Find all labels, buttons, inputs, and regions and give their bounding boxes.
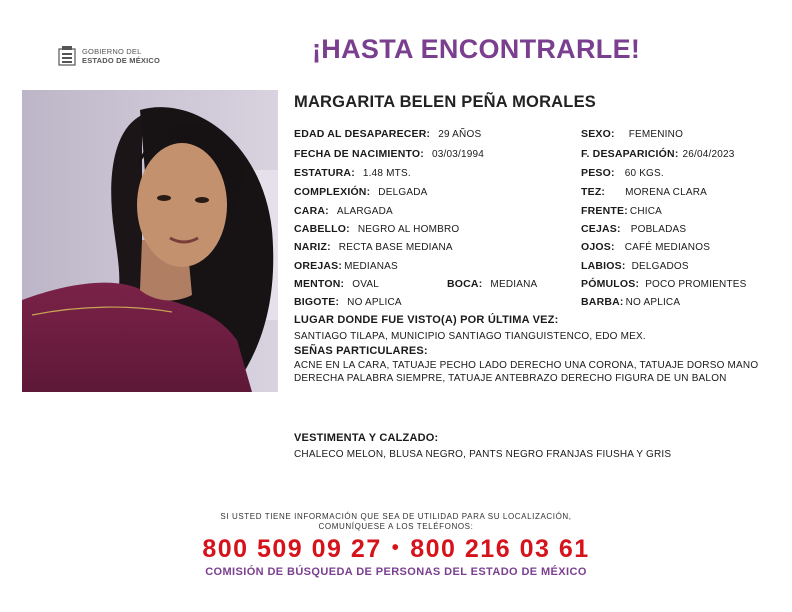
field-orejas: OREJAS: MEDIANAS <box>294 260 398 272</box>
clothing-title: VESTIMENTA Y CALZADO: <box>294 432 439 444</box>
field-estatura: ESTATURA: 1.48 MTS. <box>294 167 411 179</box>
phone-2[interactable]: 800 216 03 61 <box>410 535 590 563</box>
last-seen-text: SANTIAGO TILAPA, MUNICIPIO SANTIAGO TIANGUISTENCO, EDO MEX. <box>294 331 646 342</box>
field-bigote: BIGOTE: NO APLICA <box>294 296 402 308</box>
last-seen-title: LUGAR DONDE FUE VISTO(A) POR ÚLTIMA VEZ: <box>294 314 559 326</box>
logo-line-1: GOBIERNO DEL <box>82 47 142 56</box>
field-desaparicion: F. DESAPARICIÓN: 26/04/2023 <box>581 148 735 160</box>
phone-1[interactable]: 800 509 09 27 <box>202 535 382 563</box>
missing-person-photo <box>22 90 278 392</box>
field-edad: EDAD AL DESAPARECER: 29 AÑOS <box>294 128 482 140</box>
phone-numbers <box>0 535 792 564</box>
field-tez: TEZ: MORENA CLARA <box>581 186 708 198</box>
footer-note-1: SI USTED TIENE INFORMACIÓN QUE SEA DE UTILIDAD PARA SU LOCALIZACIÓN, <box>220 512 572 521</box>
logo-line-2: ESTADO DE MÉXICO <box>82 56 161 65</box>
field-menton: MENTON: OVAL <box>294 278 379 290</box>
field-labios: LABIOS: DELGADOS <box>581 260 689 272</box>
headline: ¡HASTA ENCONTRARLE! <box>312 34 641 64</box>
field-peso: PESO: 60 KGS. <box>581 167 664 179</box>
marks-title: SEÑAS PARTICULARES: <box>294 345 428 357</box>
clothing-text: CHALECO MELON, BLUSA NEGRO, PANTS NEGRO FRANJAS FIUSHA Y GRIS <box>294 449 672 460</box>
field-nariz: NARIZ: RECTA BASE MEDIANA <box>294 241 453 253</box>
state-logo <box>58 42 168 70</box>
field-ojos: OJOS: CAFÉ MEDIANOS <box>581 241 711 253</box>
field-boca: BOCA: MEDIANA <box>447 278 538 290</box>
field-complexion: COMPLEXIÓN: DELGADA <box>294 186 428 198</box>
state-emblem-icon <box>58 45 76 67</box>
phone-separator: • <box>391 537 401 559</box>
marks-text: ACNE EN LA CARA, TATUAJE PECHO LADO DERECHO UNA CORONA, TATUAJE DORSO MANO DERECHA PALABRA SIEMPRE, TATUAJE ANTEBRAZO DERECHO FIGURA DE UN BALON <box>294 360 759 384</box>
field-frente: FRENTE: CHICA <box>581 205 663 217</box>
field-barba: BARBA: NO APLICA <box>581 296 681 308</box>
commission-name: COMISIÓN DE BÚSQUEDA DE PERSONAS DEL ESTADO DE MÉXICO <box>205 566 587 578</box>
field-cejas: CEJAS: POBLADAS <box>581 223 687 235</box>
field-pomulos: PÓMULOS: POCO PROMIENTES <box>581 278 747 290</box>
footer-note-2: COMUNÍQUESE A LOS TELÉFONOS: <box>318 522 474 531</box>
field-nacimiento: FECHA DE NACIMIENTO: 03/03/1994 <box>294 148 485 160</box>
field-sexo: SEXO: FEMENINO <box>581 128 684 140</box>
person-name: MARGARITA BELEN PEÑA MORALES <box>294 93 596 111</box>
field-cabello: CABELLO: NEGRO AL HOMBRO <box>294 223 460 235</box>
field-cara: CARA: ALARGADA <box>294 205 393 217</box>
